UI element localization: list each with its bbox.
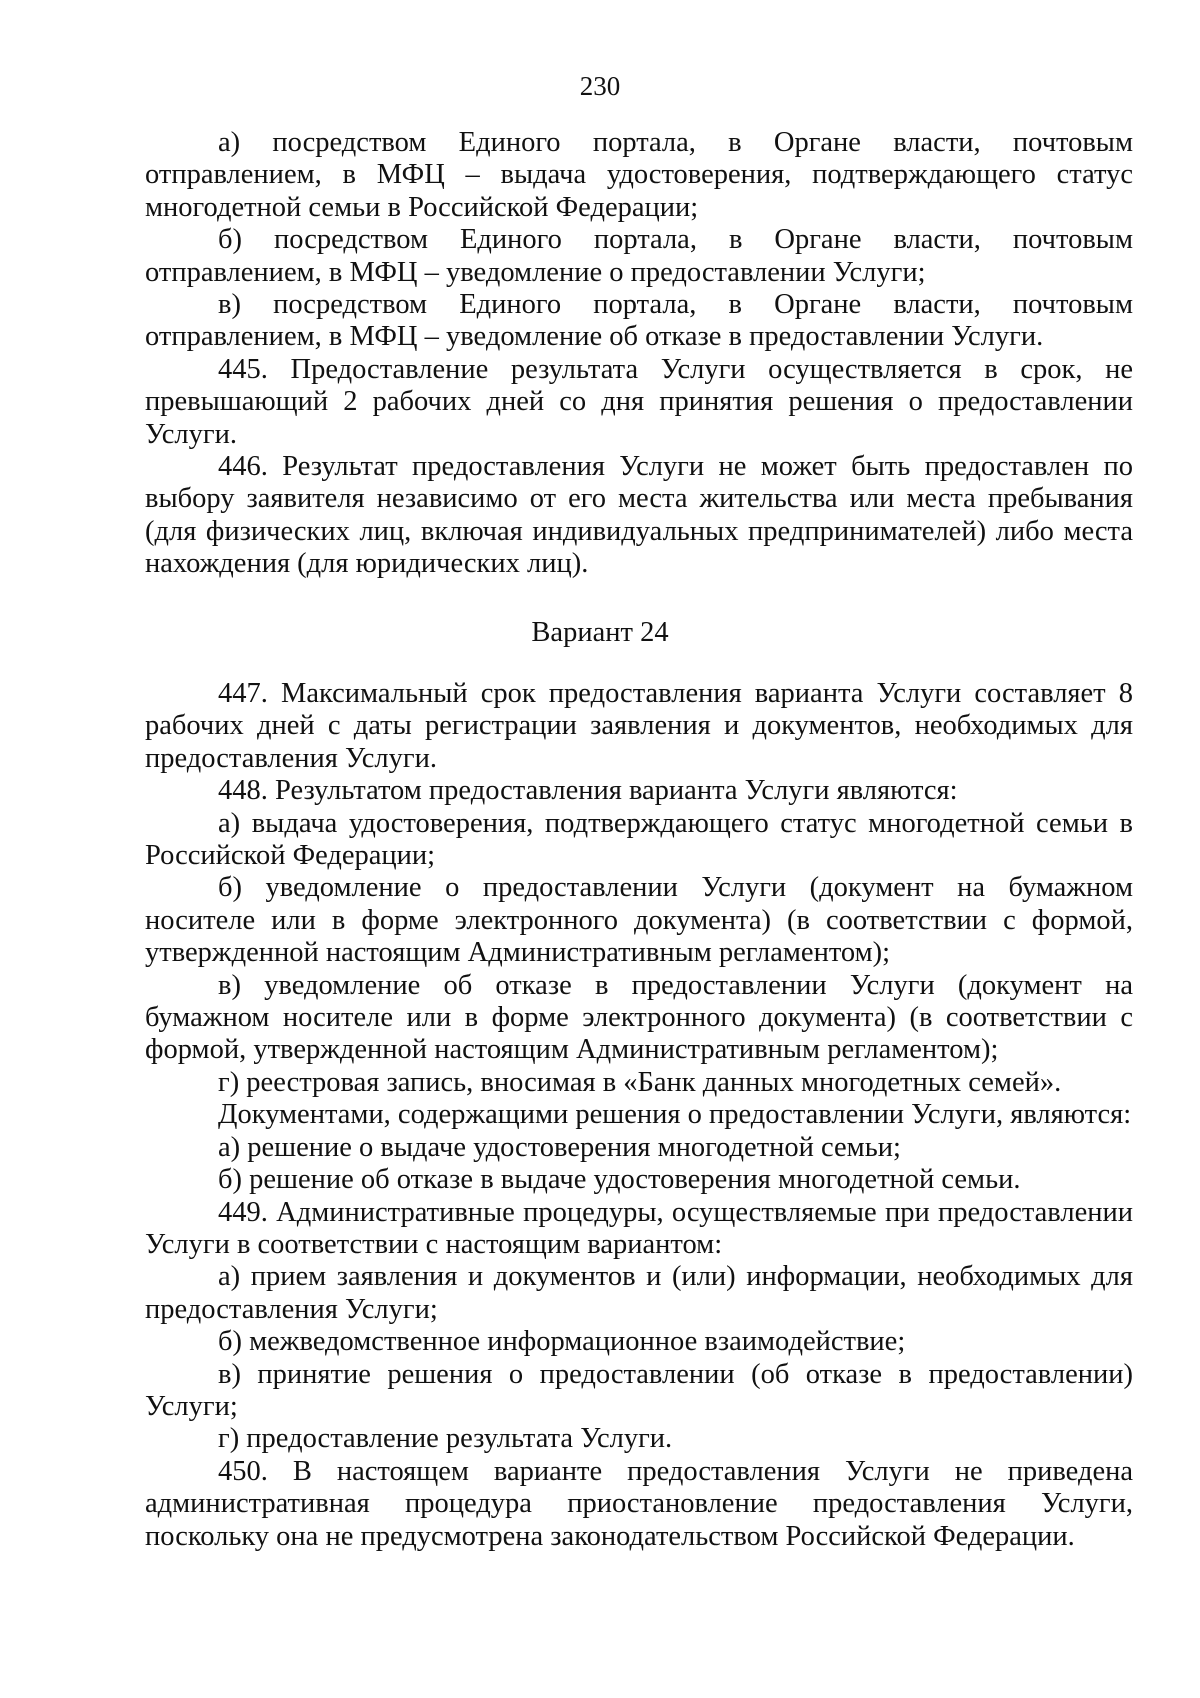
text-block-lower [145,678,1133,1553]
section-heading: Вариант 24 [531,617,669,648]
paragraph: 447. Максимальный срок предоставления варианта Услуги составляет 8 рабочих дней с даты регистрации заявления и документов, необходимых для предоставления Услуги. [145,678,1133,774]
paragraph: а) посредством Единого портала, в Органе власти, почтовым отправлением, в МФЦ – выдача удостоверения, подтверждающего статус многодетной семьи в Российской Федерации; [145,127,1133,223]
paragraph: б) межведомственное информационное взаимодействие; [218,1326,906,1358]
paragraph: а) выдача удостоверения, подтверждающего статус многодетной семьи в Российской Федерации; [145,807,1133,872]
page-number: 230 [579,71,621,101]
paragraph: а) решение о выдаче удостоверения многодетной семьи; [218,1131,901,1163]
paragraph: в) уведомление об отказе в предоставлении Услуги (документ на бумажном носителе или в форме электронного документа) (в соответствии с формой, утвержденной настоящим Административным регламентом); [145,969,1133,1066]
paragraph: 446. Результат предоставления Услуги не может быть предоставлен по выбору заявителя независимо от его места жительства или места пребывания (для физических лиц, включая индивидуальных предпринимателей) либо места нахождения (для юридических лиц). [145,451,1133,580]
paragraph: 445. Предоставление результата Услуги осуществляется в срок, не превышающий 2 рабочих дней со дня принятия решения о предоставлении Услуги. [145,353,1133,450]
paragraph: 450. В настоящем варианте предоставления Услуги не приведена административная процедура приостановление предоставления Услуги, поскольку она не предусмотрена законодательством Российской Федерации. [145,1455,1133,1552]
paragraph: 448. Результатом предоставления варианта Услуги являются: [218,775,958,807]
paragraph: Документами, содержащими решения о предоставлении Услуги, являются: [218,1099,1132,1131]
paragraph: б) уведомление о предоставлении Услуги (документ на бумажном носителе или в форме электронного документа) (в соответствии с формой, утвержденной настоящим Административным регламентом); [145,872,1133,969]
paragraph: г) предоставление результата Услуги. [218,1423,673,1455]
paragraph: а) прием заявления и документов и (или) информации, необходимых для предоставления Услуги; [145,1261,1133,1325]
paragraph: б) посредством Единого портала, в Органе власти, почтовым отправлением, в МФЦ – уведомление о предоставлении Услуги; [145,224,1133,288]
paragraph: в) принятие решения о предоставлении (об отказе в предоставлении) Услуги; [145,1358,1133,1422]
paragraph: б) решение об отказе в выдаче удостоверения многодетной семьи. [218,1164,1021,1196]
paragraph: 449. Административные процедуры, осуществляемые при предоставлении Услуги в соответствии с настоящим вариантом: [145,1196,1133,1260]
paragraph: г) реестровая запись, вносимая в «Банк данных многодетных семей». [218,1066,1062,1098]
paragraph: в) посредством Единого портала, в Органе власти, почтовым отправлением, в МФЦ – уведомление об отказе в предоставлении Услуги. [145,289,1133,353]
text-block-upper [145,127,1133,581]
